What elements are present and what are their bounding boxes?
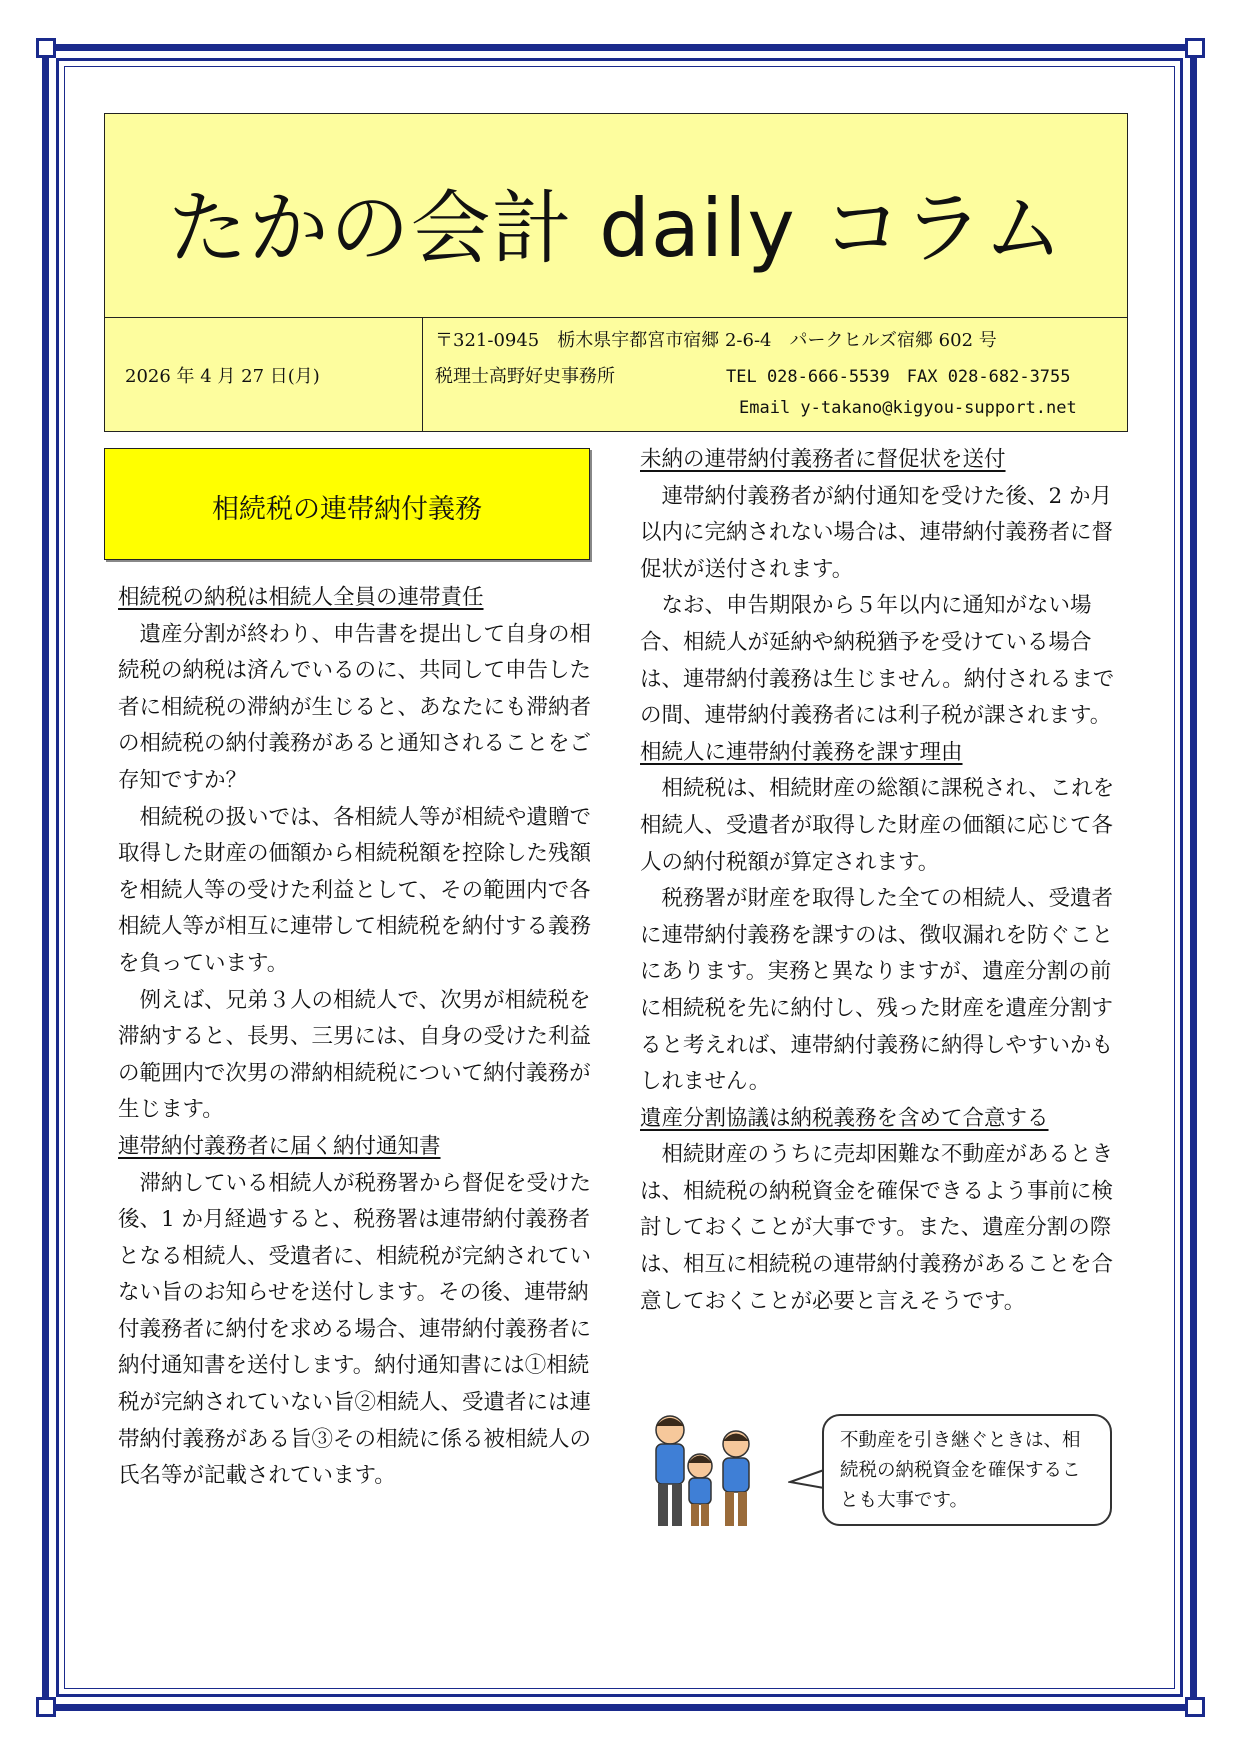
speech-bubble: 不動産を引き継ぐときは、相続税の納税資金を確保することも大事です。: [822, 1414, 1112, 1526]
title-banner: [104, 113, 1128, 318]
frame-corner-ornament: [1185, 1697, 1205, 1717]
section-heading: 遺産分割協議は納税義務を含めて合意する: [640, 1105, 1049, 1131]
topic-box: [104, 448, 590, 560]
topic-title: 相続税の連帯納付義務: [212, 494, 482, 525]
section-heading: 相続人に連帯納付義務を課す理由: [640, 739, 963, 765]
office-email[interactable]: Email y-takano@kigyou-support.net: [739, 398, 1077, 418]
body-paragraph: 相続税の扱いでは、各相続人等が相続や遺贈で取得した財産の価額から相続税額を控除した残額を相続人等の受けた利益として、その範囲内で各相続人等が相互に連帯して相続税を納付する義務を負っています。: [118, 804, 592, 976]
section-heading: 相続税の納税は相続人全員の連帯責任: [118, 585, 484, 610]
family-illustration: [638, 1408, 768, 1538]
body-paragraph: 遺産分割が終わり、申告書を提出して自身の相続税の納税は済んでいるのに、共同して申告した者に相続税の滞納が生じると、あなたにも滞納者の相続税の納付義務があると通知されることをご存知ですか？: [118, 621, 592, 793]
info-banner: [104, 317, 1128, 432]
right-column: [640, 442, 1128, 1320]
body-paragraph: なお、申告期限から５年以内に通知がない場合、相続人が延納や納税猶予を受けている場合は、連帯納付義務は生じません。納付されるまでの間、連帯納付義務者には利子税が課されます。: [640, 593, 1115, 729]
info-divider: [422, 318, 423, 431]
body-paragraph: 連帯納付義務者が納付通知を受けた後、2 か月以内に完納されない場合は、連帯納付義務者に督促状が送付されます。: [640, 483, 1114, 582]
body-paragraph: 相続財産のうちに売却困難な不動産があるときは、相続税の納税資金を確保できるよう事前に検討しておくことが大事です。また、遺産分割の際は、相互に相続税の連帯納付義務があることを合意しておくことが必要と言えそうです。: [640, 1142, 1114, 1314]
body-paragraph: 税務署が財産を取得した全ての相続人、受遺者に連帯納付義務を課すのは、徴収漏れを防ぐことにあります。実務と異なりますが、遺産分割の前に相続税を先に納付し、残った財産を遺産分割すると考えれば、連帯納付義務に納得しやすいかもしれません。: [640, 886, 1114, 1095]
body-paragraph: 滞納している相続人が税務署から督促を受けた後、1 か月経過すると、税務署は連帯納付義務者となる相続人、受遺者に、相続税が完納されていない旨のお知らせを送付します。その後、連帯納付義務者に納付を求める場合、連帯納付義務者に納付通知書を送付します。納付通知書には①相続税が完納されていない旨②相続人、受遺者には連帯納付義務がある旨③その相続に係る被相続人の氏名等が記載されています。: [118, 1170, 592, 1489]
frame-corner-ornament: [1185, 38, 1205, 58]
left-column: [118, 580, 606, 1495]
issue-date: 2026 年 4 月 27 日(月): [125, 366, 320, 387]
frame-corner-ornament: [36, 38, 56, 58]
section-heading: 連帯納付義務者に届く納付通知書: [118, 1133, 441, 1159]
body-paragraph: 例えば、兄弟３人の相続人で、次男が相続税を滞納すると、長男、三男には、自身の受けた利益の範囲内で次男の滞納相続税について納付義務が生じます。: [118, 987, 592, 1123]
office-address: 〒321-0945 栃木県宇都宮市宿郷 2-6-4 パークヒルズ宿郷 602 号: [435, 330, 997, 351]
section-heading: 未納の連帯納付義務者に督促状を送付: [640, 447, 1006, 472]
office-name: 税理士高野好史事務所: [435, 366, 615, 387]
body-paragraph: 相続税は、相続財産の総額に課税され、これを相続人、受遺者が取得した財産の価額に応じて各人の納付税額が算定されます。: [640, 776, 1115, 875]
page-title: たかの会計 daily コラム: [167, 182, 1065, 275]
office-contact: TEL 028-666-5539 FAX 028-682-3755: [726, 367, 1071, 387]
frame-corner-ornament: [36, 1697, 56, 1717]
